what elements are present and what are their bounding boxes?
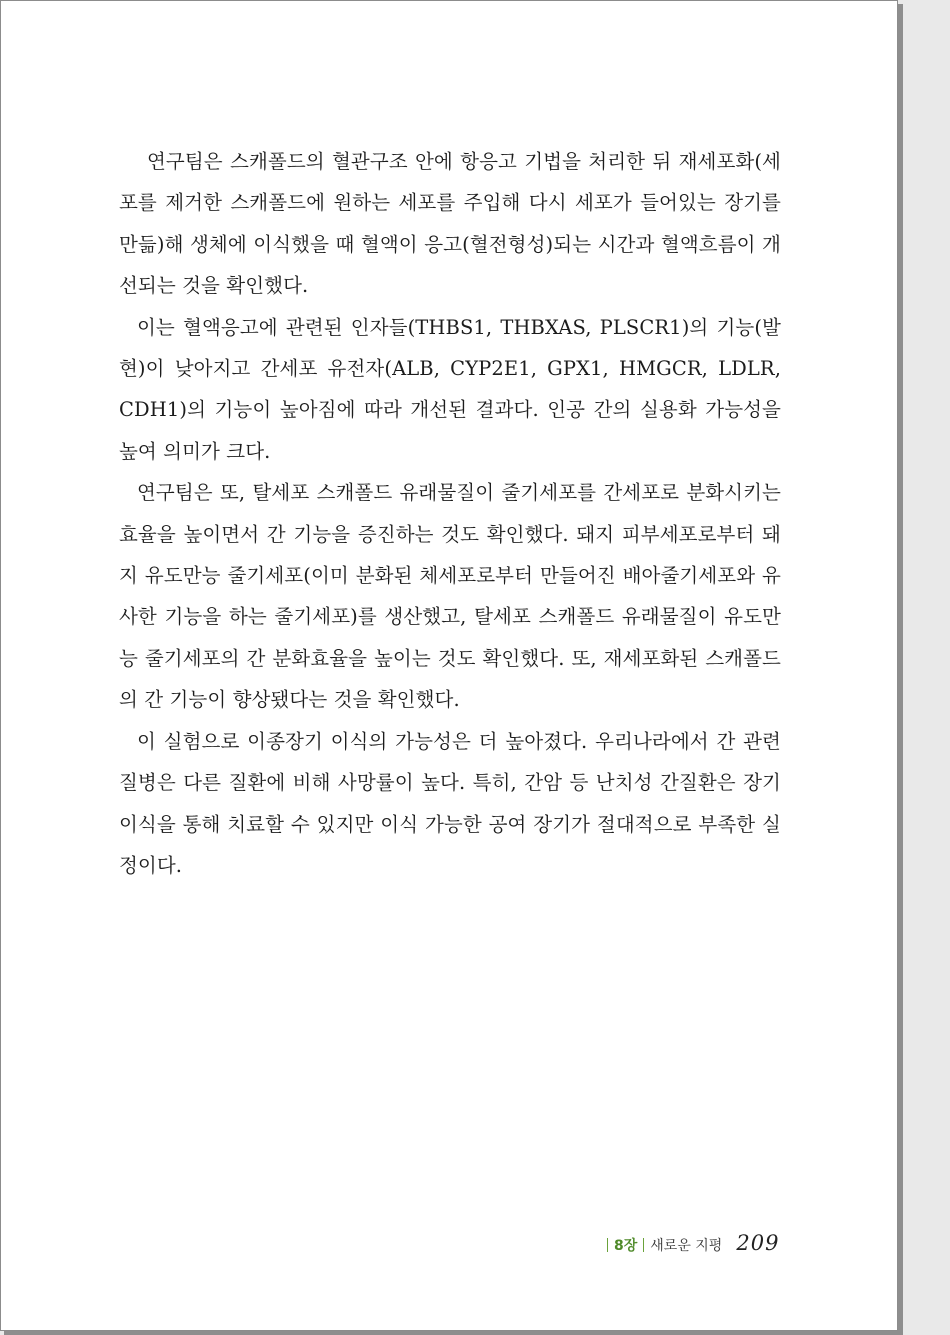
footer-divider [643, 1238, 644, 1252]
paragraph-2: 이는 혈액응고에 관련된 인자들(THBS1, THBXAS, PLSCR1)의 기능(발현)이 낮아지고 간세포 유전자(ALB, CYP2E1, GPX1, HMGCR, LDLR, CDH1)의 기능이 높아짐에 따라 개선된 결과다. 인공 간의 실용화 가능성을 높여 의미가 크다. [119, 315, 781, 463]
paragraph-4: 이 실험으로 이종장기 이식의 가능성은 더 높아졌다. 우리나라에서 간 관련 질병은 다른 질환에 비해 사망률이 높다. 특히, 간암 등 난치성 간질환은 장기 이식을 통해 치료할 수 있지만 이식 가능한 공여 장기가 절대적으로 부족한 실정이다. [119, 729, 781, 877]
footer-divider [607, 1238, 608, 1252]
section-title: 새로운 지평 [650, 1238, 723, 1254]
page-footer [601, 1231, 779, 1259]
page-number: 209 [736, 1231, 780, 1255]
page-shadow [4, 1331, 903, 1335]
page-shadow [898, 4, 903, 1335]
body-text [119, 141, 781, 886]
paragraph-3: 연구팀은 또, 탈세포 스캐폴드 유래물질이 줄기세포를 간세포로 분화시키는 효율을 높이면서 간 기능을 증진하는 것도 확인했다. 돼지 피부세포로부터 돼지 유도만능 줄기세포(이미 분화된 체세포로부터 만들어진 배아줄기세포와 유사한 기능을 하는 줄기세포)를 생산했고, 탈세포 스캐폴드 유래물질이 유도만능 줄기세포의 간 분화효율을 높이는 것도 확인했다. 또, 재세포화된 스캐폴드의 간 기능이 향상됐다는 것을 확인했다. [119, 481, 781, 712]
paragraph-1: 연구팀은 스캐폴드의 혈관구조 안에 항응고 기법을 처리한 뒤 재세포화(세포를 제거한 스캐폴드에 원하는 세포를 주입해 다시 세포가 들어있는 장기를 만듦)해 생체에 이식했을 때 혈액이 응고(혈전형성)되는 시간과 혈액흐름이 개선되는 것을 확인했다. [119, 150, 781, 298]
chapter-label: 8장 [614, 1238, 638, 1254]
